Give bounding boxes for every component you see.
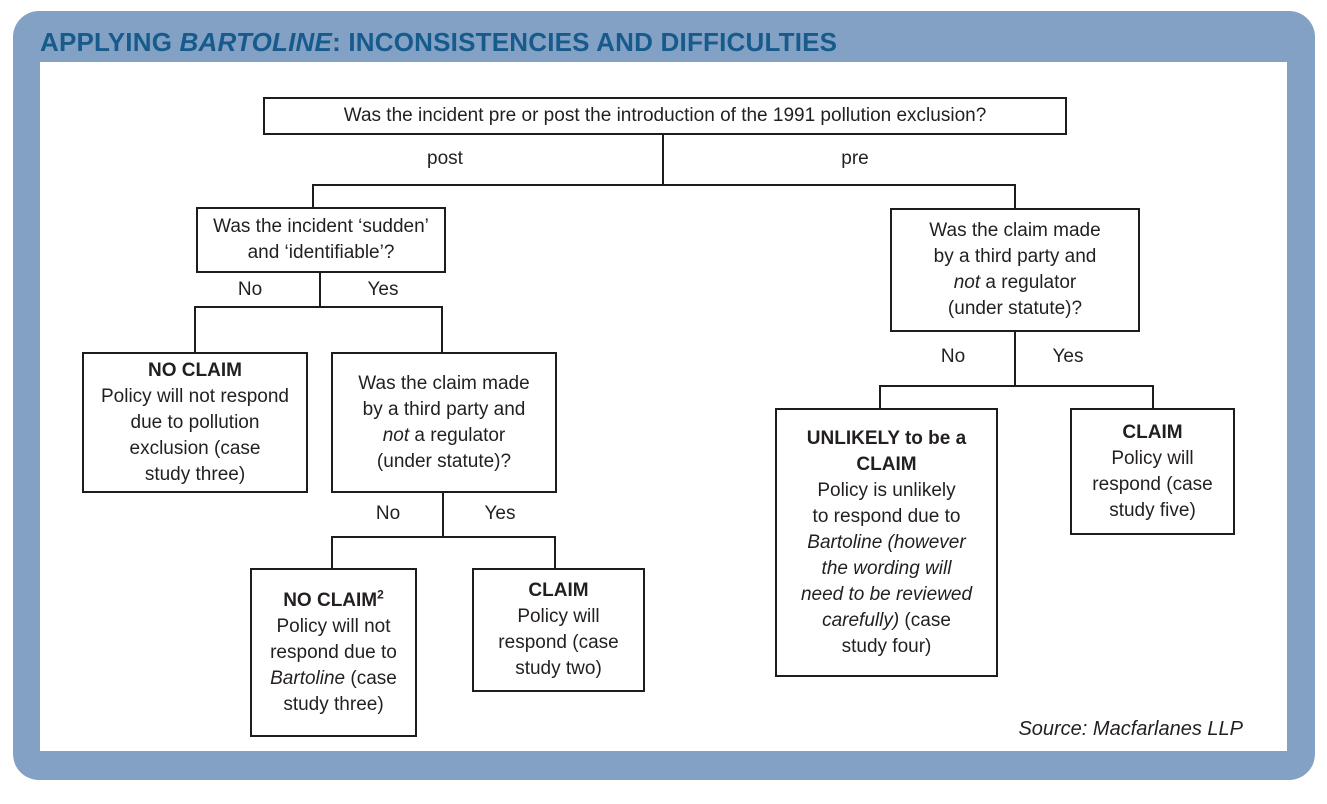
decision-box-sudden-identifiable-text: Was the incident ‘sudden’ and ‘identifiable’? bbox=[213, 216, 429, 263]
outcome-box-unlikely-claim bbox=[775, 408, 998, 677]
outcome-box-no-claim-pollution bbox=[82, 352, 308, 493]
decision-box-third-party-pre bbox=[890, 208, 1140, 332]
connector-q1-no-drop bbox=[194, 306, 196, 353]
decision-box-third-party-post bbox=[331, 352, 557, 493]
branch-label-q2-no: No bbox=[375, 503, 401, 524]
branch-label-pre: pre bbox=[841, 148, 869, 169]
outcome-box-claim-case-five-text: CLAIM Policy will respond (case study five) bbox=[1092, 421, 1213, 521]
outcome-box-unlikely-claim-text: UNLIKELY to be a CLAIM Policy is unlikely to respond due to Bartoline (however the wording will need to be reviewed carefully) (case study four) bbox=[800, 427, 973, 657]
branch-label-q1-no: No bbox=[237, 279, 263, 300]
connector-root-left-drop bbox=[312, 184, 314, 208]
branch-label-q1-yes: Yes bbox=[367, 279, 399, 300]
outcome-box-claim-case-two bbox=[472, 568, 645, 692]
connector-q1-stem bbox=[319, 273, 321, 308]
connector-root-stem bbox=[662, 135, 664, 186]
branch-label-q3-yes: Yes bbox=[1052, 346, 1084, 367]
connector-root-bar bbox=[312, 184, 1016, 186]
decision-box-third-party-post-text: Was the claim made by a third party and not a regulator (under statute)? bbox=[358, 372, 530, 472]
branch-label-q2-yes: Yes bbox=[484, 503, 516, 524]
connector-q2-no-drop bbox=[331, 536, 333, 569]
connector-q1-bar bbox=[194, 306, 443, 308]
connector-q2-stem bbox=[442, 493, 444, 538]
connector-root-right-drop bbox=[1014, 184, 1016, 209]
connector-q2-yes-drop bbox=[554, 536, 556, 569]
connector-q3-yes-drop bbox=[1152, 385, 1154, 409]
outcome-box-no-claim-pollution-text: NO CLAIM Policy will not respond due to pollution exclusion (case study three) bbox=[101, 359, 289, 485]
decision-box-sudden-identifiable bbox=[196, 207, 446, 273]
connector-q2-bar bbox=[331, 536, 556, 538]
branch-label-q3-no: No bbox=[940, 346, 966, 367]
connector-q3-bar bbox=[879, 385, 1154, 387]
connector-q1-yes-drop bbox=[441, 306, 443, 353]
source-credit: Source: Macfarlanes LLP bbox=[1018, 718, 1243, 740]
decision-box-root-text: Was the incident pre or post the introduction of the 1991 pollution exclusion? bbox=[343, 105, 987, 126]
outcome-box-claim-case-two-text: CLAIM Policy will respond (case study two) bbox=[498, 580, 619, 679]
decision-box-root bbox=[263, 97, 1067, 135]
figure-title: APPLYING BARTOLINE: INCONSISTENCIES AND DIFFICULTIES bbox=[40, 27, 838, 57]
outcome-box-claim-case-five bbox=[1070, 408, 1235, 535]
connector-q3-stem bbox=[1014, 332, 1016, 387]
decision-box-third-party-pre-text: Was the claim made by a third party and not a regulator (under statute)? bbox=[929, 220, 1101, 319]
connector-q3-no-drop bbox=[879, 385, 881, 409]
outcome-box-no-claim-bartoline-text: NO CLAIM$^2$ Policy will not respond due to Bartoline (case study three) bbox=[270, 587, 397, 715]
branch-label-post: post bbox=[427, 148, 463, 169]
outcome-box-no-claim-bartoline bbox=[250, 568, 417, 737]
